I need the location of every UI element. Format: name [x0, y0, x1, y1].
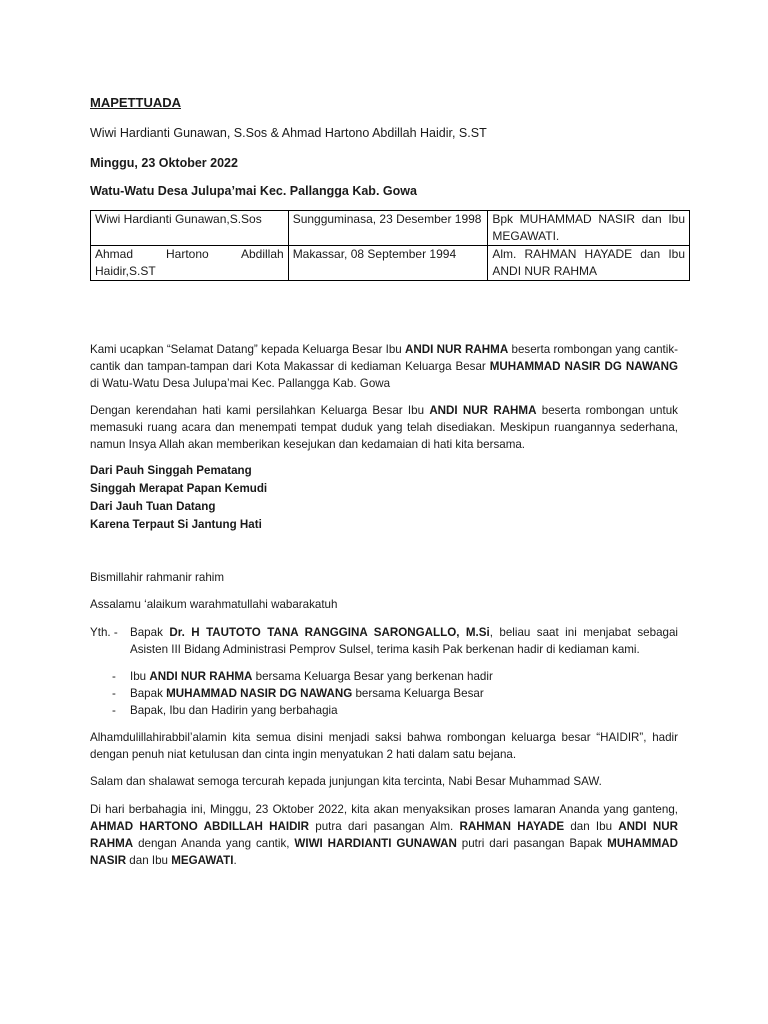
invitation-paragraph: [90, 402, 678, 453]
name-highlight: MUHAMMAD NASIR: [90, 837, 678, 867]
text-run: di Watu-Watu Desa Julupa’mai Kec. Pallangga Kab. Gowa: [90, 377, 391, 390]
alhamdulillah-paragraph: Alhamdulillahirabbil’alamin kita semua disini menjadi saksi bahwa rombongan keluarga besar “HAIDIR”, hadir dengan penuh niat ketulusan dan cinta ingin menyatukan 2 hati dalam satu bejana.: [90, 731, 678, 761]
table-row: [91, 246, 690, 281]
text-run: Bapak: [130, 626, 170, 639]
couple-line: Wiwi Hardianti Gunawan, S.Sos & Ahmad Hartono Abdillah Haidir, S.ST: [90, 126, 487, 140]
name-highlight: ANDI NUR RAHMA: [405, 343, 509, 356]
text-run: bersama Keluarga Besar yang berkenan hadir: [252, 670, 493, 683]
couple-info-table: [90, 210, 690, 281]
text-run: Di hari berbahagia ini, Minggu, 23 Oktober 2022, kita akan menyaksikan proses lamaran Ananda yang ganteng,: [90, 803, 678, 816]
welcome-paragraph: [90, 341, 678, 392]
table-cell-name: Ahmad Hartono Abdillah Haidir,S.ST: [91, 246, 289, 281]
text-run: dan Ibu: [126, 854, 172, 867]
name-highlight: Dr. H TAUTOTO TANA RANGGINA SARONGALLO, M.Si: [169, 626, 490, 639]
document-title: MAPETTUADA: [90, 95, 181, 110]
yth-label: Yth. -: [90, 626, 118, 639]
bullet-dash: -: [112, 687, 116, 700]
name-highlight: MUHAMMAD NASIR DG NAWANG: [166, 687, 353, 700]
bismillah-line: Bismillahir rahmanir rahim: [90, 571, 225, 584]
yth-text: [130, 624, 678, 658]
text-run: dan Ibu: [564, 820, 619, 833]
name-highlight: ANDI NUR RAHMA: [90, 820, 678, 850]
name-highlight: MUHAMMAD NASIR DG NAWANG: [489, 360, 679, 373]
bullet-dash: -: [112, 670, 116, 683]
date-line: Minggu, 23 Oktober 2022: [90, 156, 238, 170]
text-run: .: [233, 854, 237, 867]
text-run: Bapak, Ibu dan Hadirin yang berbahagia: [130, 704, 338, 717]
name-highlight: WIWI HARDIANTI GUNAWAN: [294, 837, 457, 850]
text-run: Kami ucapkan “Selamat Datang” kepada Keluarga Besar Ibu: [90, 343, 406, 356]
text-run: dengan Ananda yang cantik,: [133, 837, 295, 850]
name-highlight: RAHMAN HAYADE: [459, 820, 565, 833]
table-row: [91, 211, 690, 246]
text-run: putri dari pasangan Bapak: [456, 837, 608, 850]
name-highlight: AHMAD HARTONO ABDILLAH HAIDIR: [90, 820, 310, 833]
table-cell-name: Wiwi Hardianti Gunawan,S.Sos: [91, 211, 289, 246]
pantun-line: Singgah Merapat Papan Kemudi: [90, 482, 268, 495]
text-run: bersama Keluarga Besar: [352, 687, 484, 700]
pantun-line: Dari Jauh Tuan Datang: [90, 500, 216, 513]
venue-line: Watu-Watu Desa Julupa’mai Kec. Pallangga Kab. Gowa: [90, 184, 417, 198]
shalawat-paragraph: Salam dan shalawat semoga tercurah kepada junjungan kita tercinta, Nabi Besar Muhammad SAW.: [90, 775, 602, 788]
salam-line: Assalamu ‘alaikum warahmatullahi wabarakatuh: [90, 598, 338, 611]
text-run: beserta rombongan yang cantik-cantik dan tampan-tampan dari Kota Makassar di kediaman Keluarga Besar: [90, 343, 678, 373]
table-cell-birth: Sungguminasa, 23 Desember 1998: [288, 211, 488, 246]
text-run: Bapak: [130, 687, 167, 700]
text-run: Ibu: [130, 670, 150, 683]
text-run: beserta rombongan untuk memasuki ruang acara dan menempati tempat duduk yang telah disediakan. Meskipun ruangannya sederhana, namun Insya Allah akan memberikan kesejukan dan kedamaian di hati kita bersama.: [90, 404, 678, 451]
name-highlight: ANDI NUR RAHMA: [149, 670, 253, 683]
text-run: putra dari pasangan Alm.: [309, 820, 460, 833]
pantun-block: [90, 462, 267, 534]
table-cell-parents: Bpk MUHAMMAD NASIR dan Ibu MEGAWATI.: [488, 211, 690, 246]
text-run: Dengan kerendahan hati kami persilahkan Keluarga Besar Ibu: [90, 404, 430, 417]
proposal-paragraph: [90, 801, 678, 869]
pantun-line: Dari Pauh Singgah Pematang: [90, 464, 252, 477]
bullet-dash: -: [112, 704, 116, 717]
name-highlight: MEGAWATI: [171, 854, 234, 867]
table-cell-parents: Alm. RAHMAN HAYADE dan Ibu ANDI NUR RAHMA: [488, 246, 690, 281]
name-highlight: ANDI NUR RAHMA: [429, 404, 537, 417]
pantun-line: Karena Terpaut Si Jantung Hati: [90, 518, 262, 531]
text-run: , beliau saat ini menjabat sebagai Asisten III Bidang Administrasi Pemprov Sulsel, terima kasih Pak berkenan hadir di kediaman kami.: [130, 626, 678, 656]
table-cell-birth: Makassar, 08 September 1994: [288, 246, 488, 281]
